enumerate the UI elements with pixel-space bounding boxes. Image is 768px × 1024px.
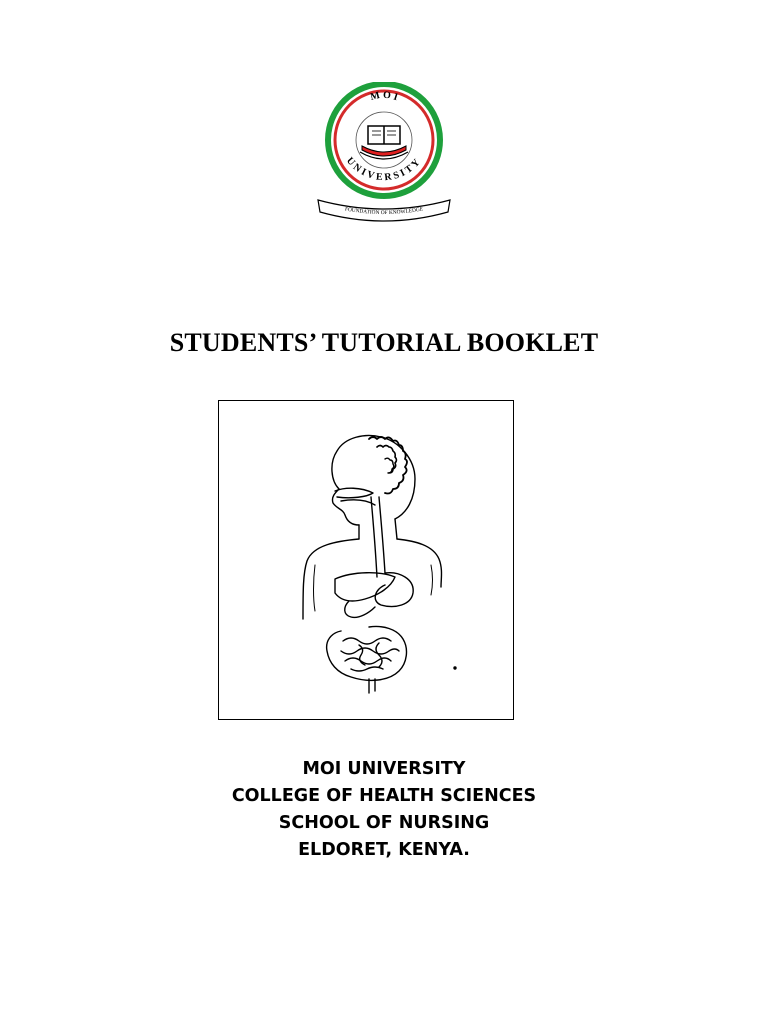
tongue [341, 500, 375, 505]
college-name: COLLEGE OF HEALTH SCIENCES [231, 786, 537, 806]
university-logo [312, 82, 456, 224]
neck-back [395, 519, 397, 539]
location: ELDORET, KENYA. [298, 840, 470, 860]
institution-name: MOI UNIVERSITY [302, 759, 466, 779]
digestive-system-icon [219, 401, 512, 718]
esophagus-wall [379, 497, 385, 573]
duodenum [345, 601, 375, 617]
right-shoulder-arm [397, 539, 442, 587]
seal-top-text: M O I [369, 89, 400, 104]
motto-banner [318, 200, 450, 221]
face-profile [332, 489, 359, 525]
seal-ring-text: UNIVERSITY [343, 155, 425, 184]
illustration-frame [218, 400, 514, 720]
liver [335, 573, 395, 601]
esophagus [371, 497, 377, 577]
left-shoulder-arm [303, 539, 359, 619]
school-name: SCHOOL OF NURSING [278, 813, 490, 833]
document-title: STUDENTS’ TUTORIAL BOOKLET [169, 328, 599, 357]
motto-text: FOUNDATION OF KNOWLEDGE [344, 206, 424, 217]
large-intestine [327, 627, 407, 681]
moi-university-seal-icon [312, 82, 456, 224]
rectum [369, 679, 375, 693]
small-intestine [343, 638, 391, 644]
institution-block [0, 756, 768, 864]
mouth-cavity [335, 488, 373, 498]
